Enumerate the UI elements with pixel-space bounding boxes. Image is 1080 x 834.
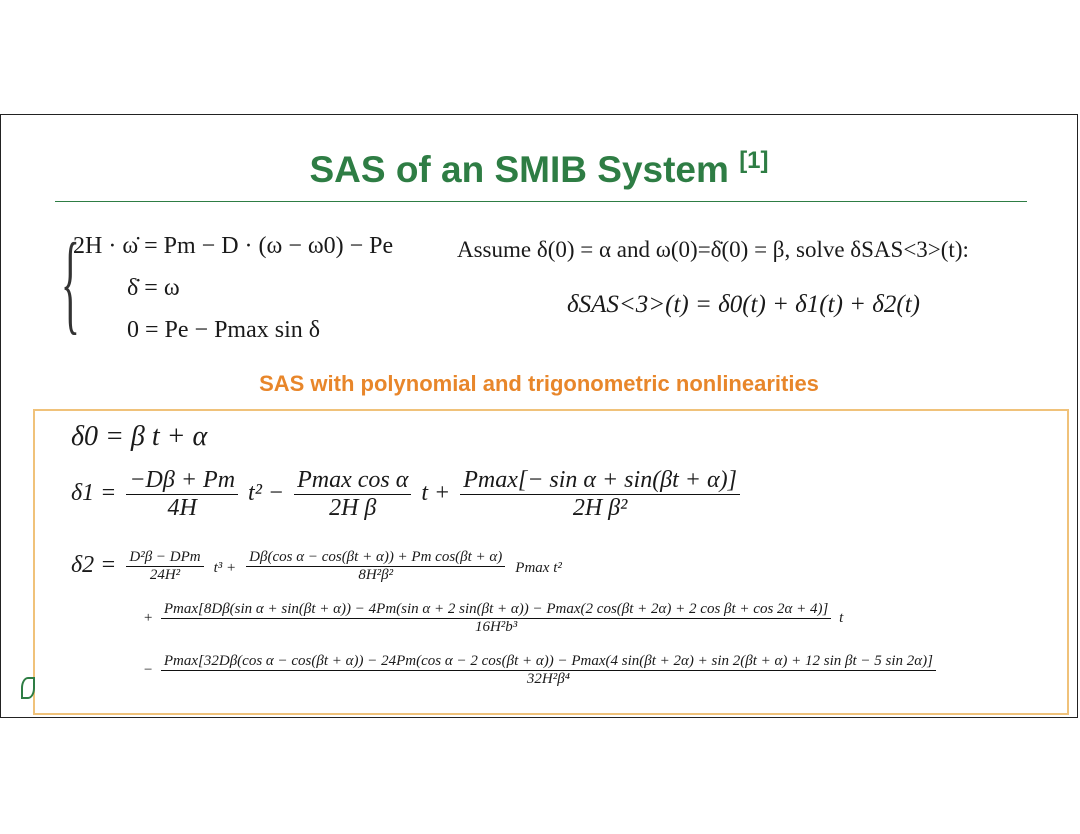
delta2-frac-a-den: 24H²: [149, 567, 181, 583]
delta2-lhs: δ2 =: [71, 552, 117, 579]
system-eq-1: 2H · ω̇ = Pm − D · (ω − ω0) − Pe: [73, 233, 394, 259]
delta1-lhs: δ1 =: [71, 480, 117, 507]
delta1-frac3-den: 2H β²: [572, 495, 628, 521]
delta2-fraction-b: [246, 549, 505, 584]
delta2-line-1: [71, 549, 562, 584]
delta2-tail-a: t³ +: [213, 560, 237, 577]
delta1-frac2-num: Pmax cos α: [294, 467, 411, 495]
delta2-sign-d: −: [143, 661, 154, 678]
delta2-line-3: [143, 653, 940, 688]
delta2-line-2: [143, 601, 843, 636]
delta2-tail-c: t: [839, 609, 844, 626]
assumption-text: Assume δ(0) = α and ω(0)=δ̇(0) = β, solve δSAS<3>(t):: [457, 237, 969, 262]
delta1-equation: [71, 467, 744, 522]
title-divider: [55, 201, 1027, 202]
delta1-frac3-num: Pmax[− sin α + sin(βt + α)]: [460, 467, 740, 495]
delta2-fraction-c: [161, 601, 832, 636]
slide-title: [1, 149, 1077, 191]
delta0-equation: δ0 = β t + α: [71, 421, 208, 452]
sas-terms-box: [33, 409, 1069, 715]
delta2-frac-b-den: 8H²β²: [358, 567, 394, 583]
delta1-frac1-den: 4H: [167, 495, 197, 521]
delta1-fraction-3: [460, 467, 740, 522]
system-eq-2: δ̇ = ω: [127, 275, 180, 301]
swing-equation-system: [61, 221, 421, 353]
delta2-sign-c: +: [143, 609, 154, 626]
title-reference: [1]: [739, 147, 769, 174]
section-subtitle: SAS with polynomial and trigonometric nonlinearities: [259, 371, 819, 396]
delta1-tail-2: t +: [421, 480, 451, 507]
delta2-tail-b: Pmax t²: [515, 560, 562, 577]
delta2-fraction-a: [126, 549, 203, 584]
delta2-frac-d-den: 32H²β⁴: [526, 671, 570, 687]
delta2-frac-c-den: 16H²b³: [474, 619, 518, 635]
delta2-frac-d-num: Pmax[32Dβ(cos α − cos(βt + α)) − 24Pm(cos α − 2 cos(βt + α)) − Pmax(4 sin(βt + 2α) + sin 2(βt + α) + 12 sin βt − 5 sin 2α)]: [161, 653, 936, 671]
title-text: SAS of an SMIB System: [309, 149, 729, 190]
delta1-fraction-1: [126, 467, 238, 522]
delta2-fraction-d: [161, 653, 936, 688]
leaf-logo-icon: [21, 677, 35, 699]
slide: [0, 114, 1078, 718]
system-eq-3: 0 = Pe − Pmax sin δ: [127, 317, 321, 343]
delta2-frac-a-num: D²β − DPm: [126, 549, 203, 567]
left-brace-icon: {: [61, 221, 80, 345]
delta1-fraction-2: [294, 467, 411, 522]
sas-solution-form: δSAS<3>(t) = δ0(t) + δ1(t) + δ2(t): [567, 291, 920, 318]
delta2-frac-b-num: Dβ(cos α − cos(βt + α)) + Pm cos(βt + α): [246, 549, 505, 567]
delta1-tail-1: t² −: [248, 480, 285, 507]
delta1-frac1-num: −Dβ + Pm: [126, 467, 238, 495]
delta1-frac2-den: 2H β: [329, 495, 377, 521]
delta2-frac-c-num: Pmax[8Dβ(sin α + sin(βt + α)) − 4Pm(sin α + 2 sin(βt + α)) − Pmax(2 cos(βt + 2α) + 2 cos βt + cos 2α + 4)]: [161, 601, 832, 619]
